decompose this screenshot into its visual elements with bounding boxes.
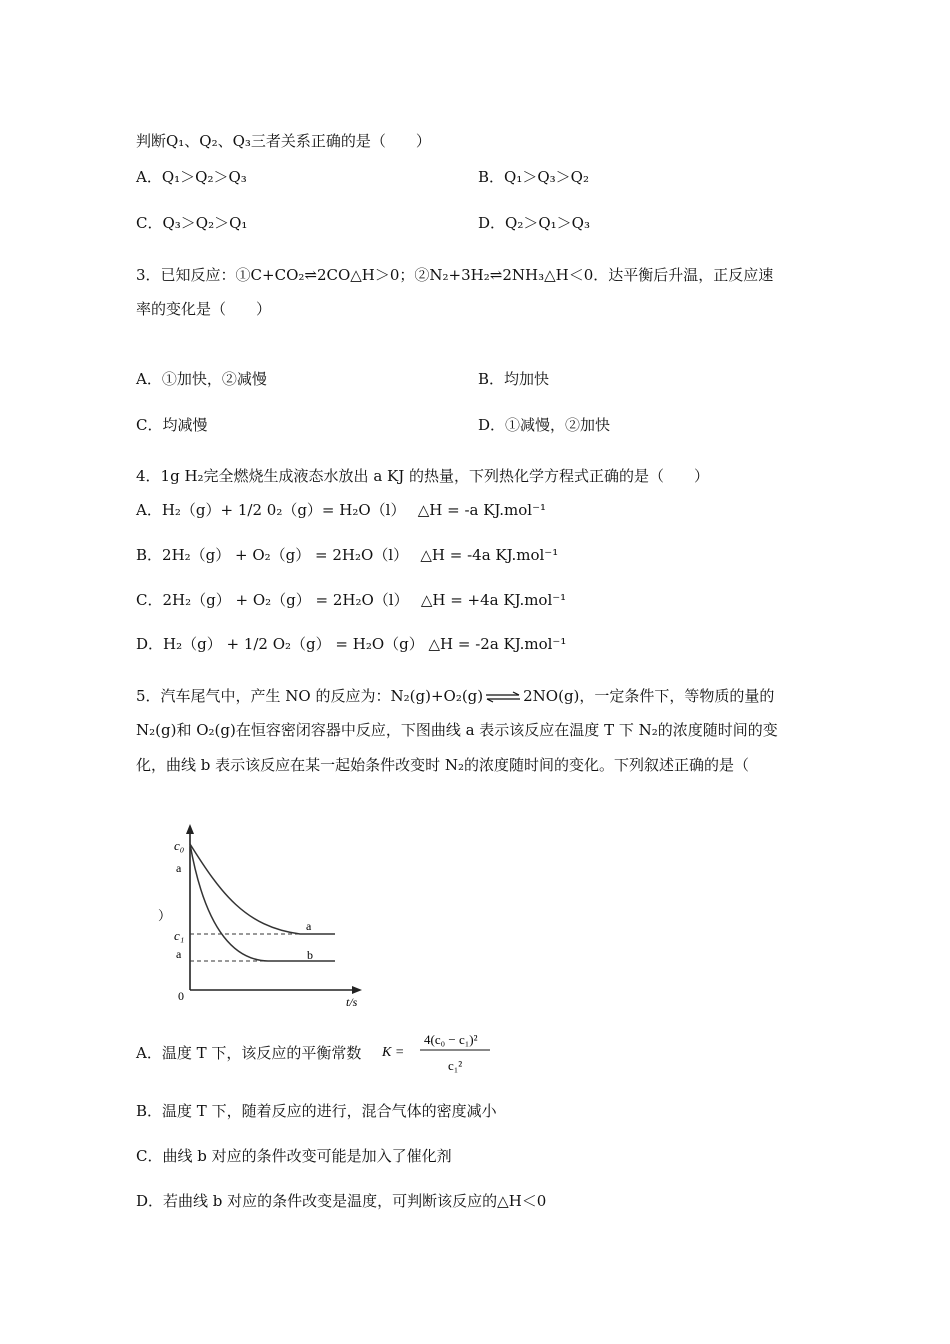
q4-option-a: A．H₂（g）+ 1/2 0₂（g）= H₂O（l） △H = -a KJ.mol⁻¹ (136, 501, 547, 519)
q5-option-b: B．温度 T 下，随着反应的进行，混合气体的密度减小 (136, 1102, 497, 1120)
q3-option-c: C．均减慢 (136, 416, 208, 434)
y-label-c1: c₁ (174, 928, 185, 943)
x-axis-arrow-icon (352, 986, 362, 994)
curve-a (190, 844, 335, 934)
q2-stem: 判断Q₁、Q₂、Q₃三者关系正确的是（ ） (136, 132, 431, 150)
q5-stem-line1-b: 2NO(g)，一定条件下，等物质的量的 (523, 687, 775, 705)
q3-option-b: B．均加快 (478, 370, 550, 388)
origin-label: 0 (178, 989, 184, 1003)
curve-a-label: a (306, 919, 312, 933)
q5-stem-line1-a: 5．汽车尾气中，产生 NO 的反应为：N₂(g)+O₂(g) (136, 687, 484, 705)
y-mark-upper: a (176, 861, 182, 875)
y-mark-lower: a (176, 947, 182, 961)
formula-k: K = (382, 1045, 405, 1060)
q3-option-d: D．①减慢，②加快 (478, 416, 611, 434)
equilibrium-arrow-icon (485, 691, 521, 703)
q5-stem-line2: N₂(g)和 O₂(g)在恒容密闭容器中反应，下图曲线 a 表示该反应在温度 T 下 N₂的浓度随时间的变 (136, 721, 778, 739)
q5-option-c: C．曲线 b 对应的条件改变可能是加入了催化剂 (136, 1147, 452, 1165)
q4-stem: 4．1g H₂完全燃烧生成液态水放出 a KJ 的热量，下列热化学方程式正确的是（ ） (136, 467, 710, 485)
q5-option-d: D．若曲线 b 对应的条件改变是温度，可判断该反应的△H＜0 (136, 1192, 547, 1210)
q3-option-a: A．①加快，②减慢 (136, 370, 267, 388)
formula-numerator: 4(c₀ − c₁)² (424, 1032, 478, 1047)
formula-denominator: c₁² (448, 1058, 463, 1073)
q5-option-a (136, 1043, 361, 1063)
q5-stem-line1 (136, 686, 774, 706)
curve-b (190, 844, 335, 961)
y-axis-arrow-icon (186, 824, 194, 834)
q5-stem-line3: 化，曲线 b 表示该反应在某一起始条件改变时 N₂的浓度随时间的变化。下列叙述正确的是（ (136, 756, 750, 774)
q2-option-a: A．Q₁＞Q₂＞Q₃ (136, 168, 247, 186)
q4-option-d: D．H₂（g） + 1/2 O₂（g） = H₂O（g） △H = -2a KJ.mol⁻¹ (136, 635, 567, 653)
equilibrium-constant-formula (370, 1022, 500, 1082)
concentration-time-graph (150, 822, 370, 1012)
curve-b-label: b (307, 948, 313, 962)
q4-option-b: B．2H₂（g） + O₂（g） = 2H₂O（l） △H = -4a KJ.mol⁻¹ (136, 546, 559, 564)
q2-option-b: B．Q₁＞Q₃＞Q₂ (478, 168, 589, 186)
q4-option-c: C．2H₂（g） + O₂（g） = 2H₂O（l） △H = +4a KJ.mol⁻¹ (136, 591, 567, 609)
q2-option-d: D．Q₂＞Q₁＞Q₃ (478, 214, 590, 232)
q2-option-c: C．Q₃＞Q₂＞Q₁ (136, 214, 248, 232)
x-label: t/s (346, 995, 358, 1009)
q5-option-a-text: A．温度 T 下，该反应的平衡常数 (136, 1044, 362, 1062)
stem-close-paren: ） (158, 908, 172, 923)
q3-stem-line1: 3．已知反应：①C+CO₂⇌2CO△H＞0；②N₂+3H₂⇌2NH₃△H＜0．达平衡后升温，正反应速 (136, 266, 774, 284)
y-label-c0: c₀ (174, 838, 185, 853)
q3-stem-line2: 率的变化是（ ） (136, 300, 272, 318)
